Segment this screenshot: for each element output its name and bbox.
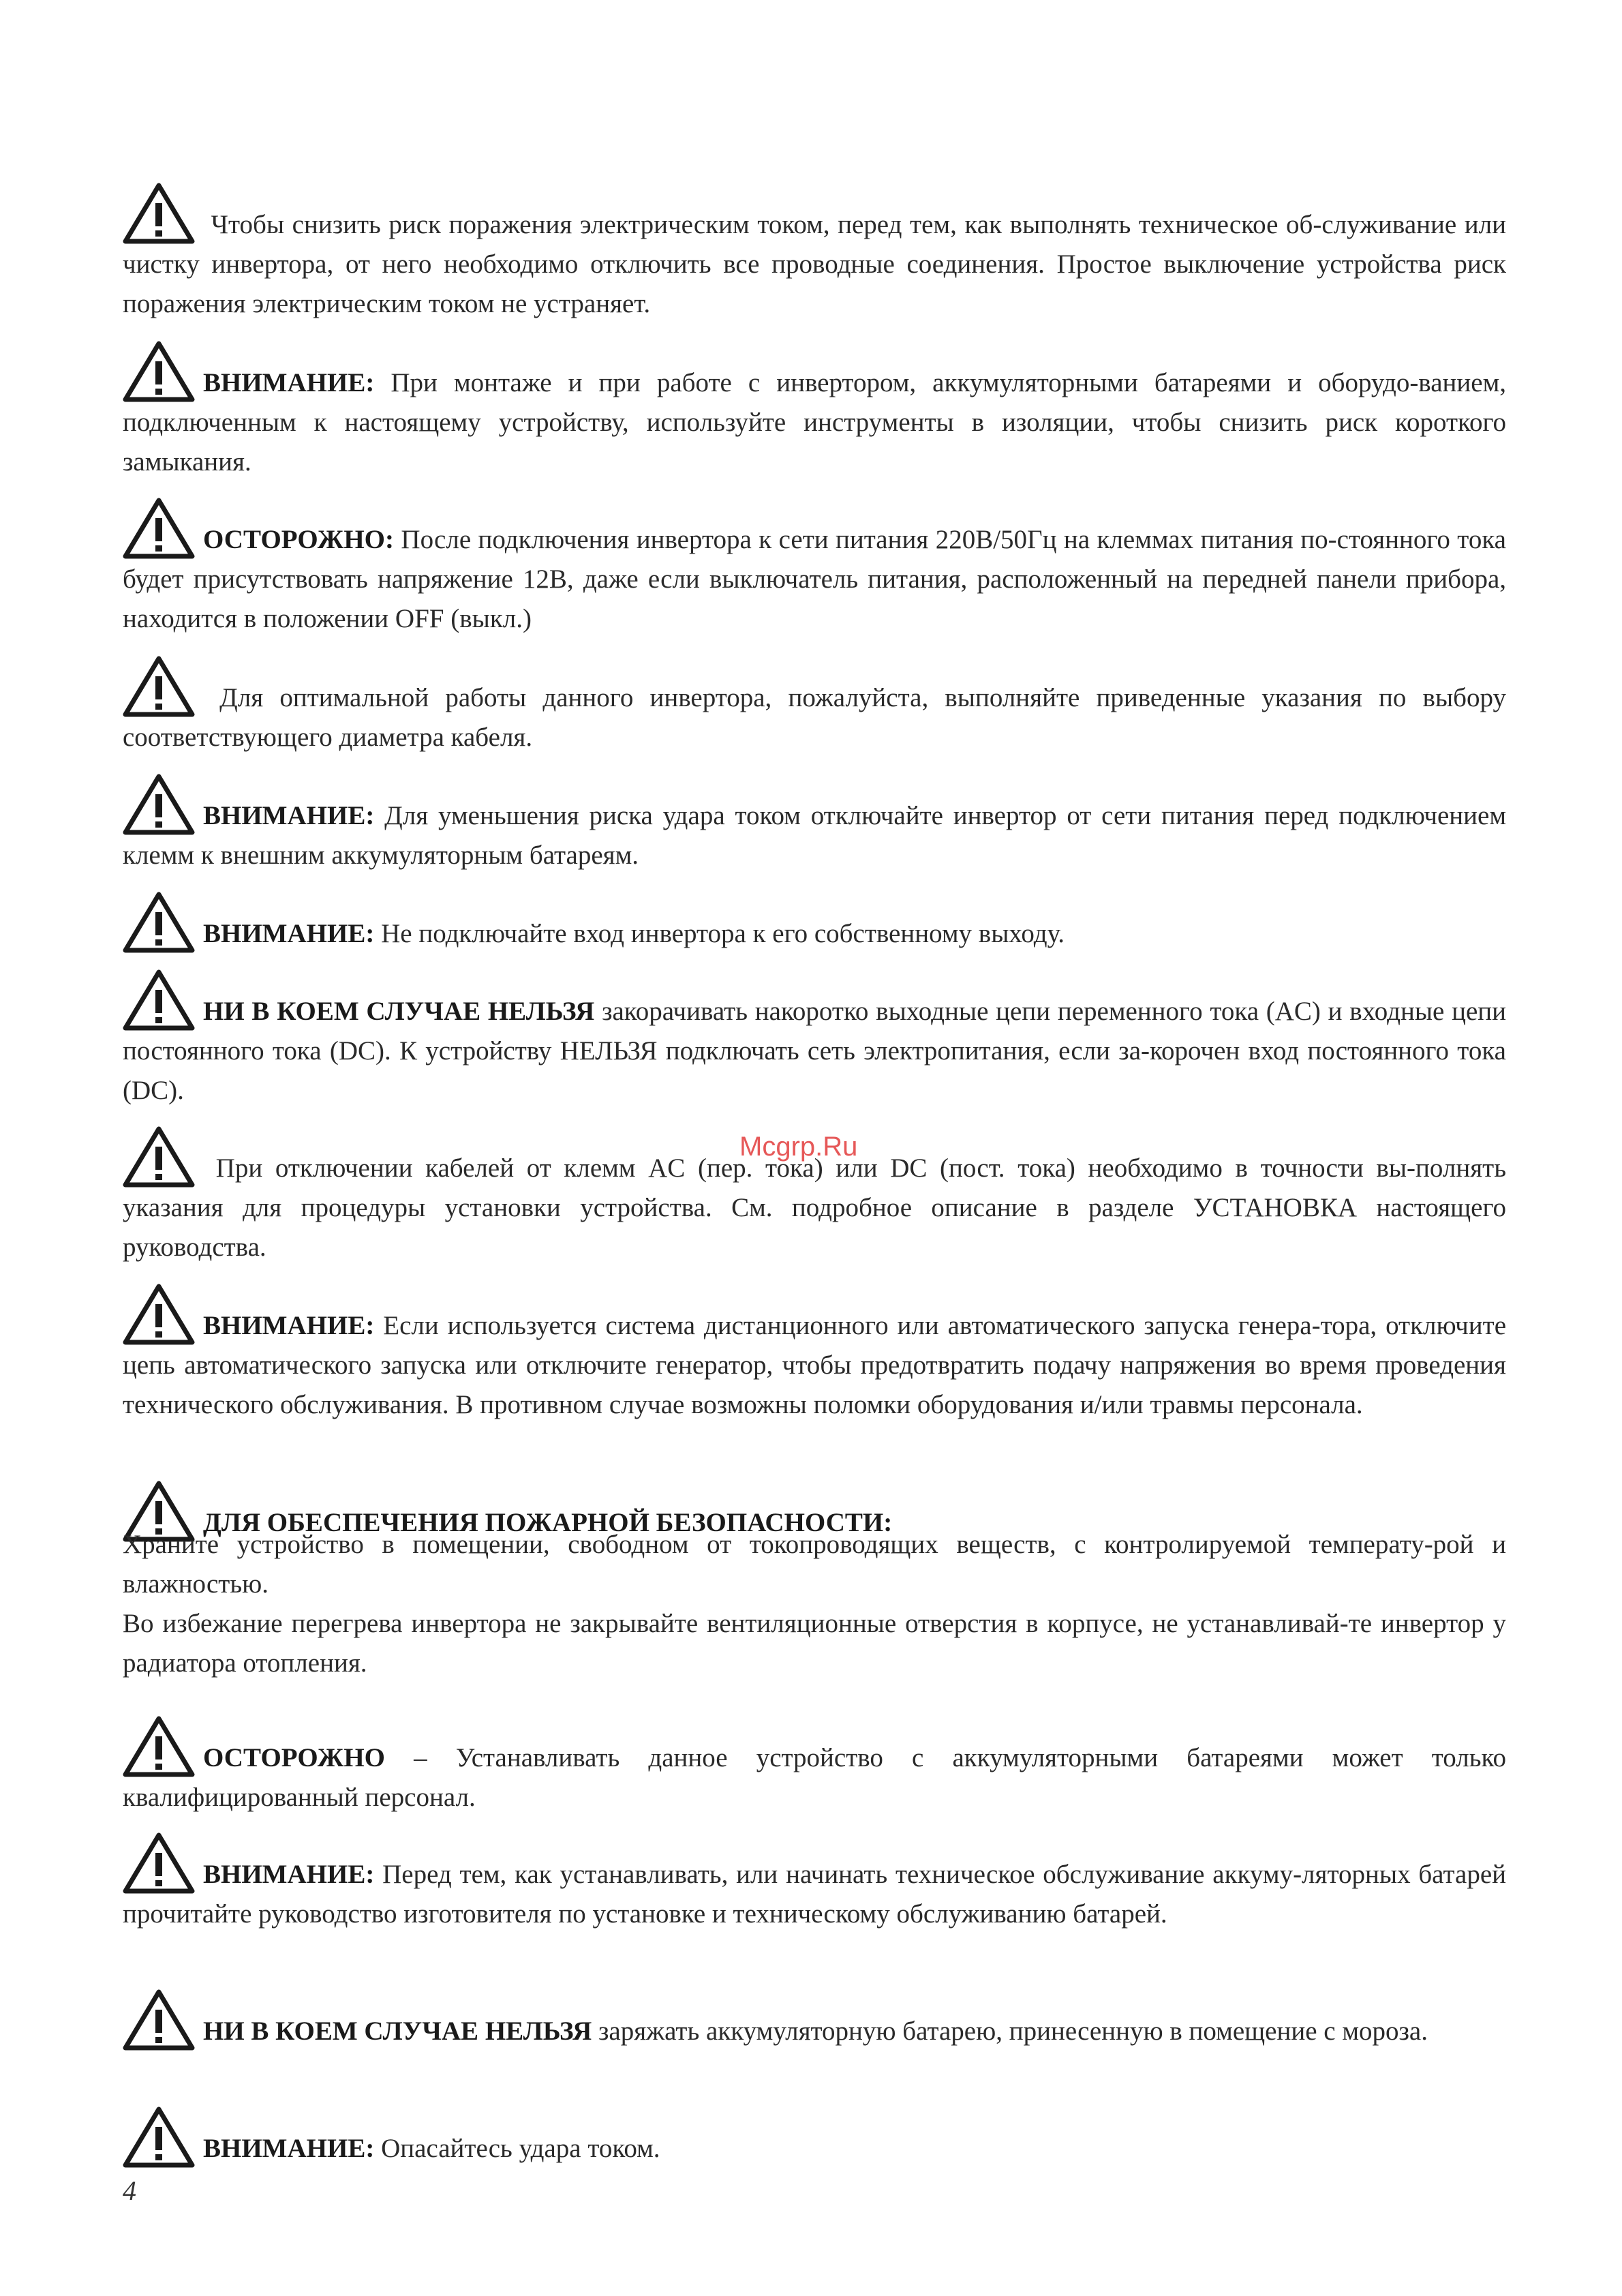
warning-text: Чтобы снизить риск поражения электрическим током, перед тем, как выполнять техническое об-служивание или чистку инвертора, от него необходимо отключить все проводные соединения. Простое выключение устройства риск поражения электрическим током не устраняет. (123, 210, 1507, 318)
warning-lead: ВНИМАНИЕ: (203, 1860, 375, 1889)
warning-block-2 (123, 341, 1506, 482)
warning-lead: ВНИМАНИЕ: (203, 368, 375, 397)
warning-block-9 (123, 1284, 1506, 1425)
warning-triangle-icon (123, 1989, 195, 2051)
warning-block-3 (123, 498, 1506, 639)
fire-safety-paragraph-1: Храните устройство в помещении, свободном от токопроводящих веществ, с контролируемой температу-рой и влажностью. (123, 1530, 1506, 1599)
warning-triangle-icon (123, 498, 195, 559)
warning-block-4 (123, 656, 1506, 757)
warning-block-1 (123, 183, 1506, 324)
warning-lead: НИ В КОЕМ СЛУЧАЕ НЕЛЬЗЯ (203, 997, 595, 1026)
warning-text: Если используется система дистанционного или автоматического запуска генера-тора, отключите цепь автоматического запуска или отключите генератор, чтобы предотвратить подачу напряжения во время проведения технического обслуживания. В противном случае возможны поломки оборудования и/или травмы персонала. (123, 1311, 1507, 1419)
warning-text: – Устанавливать данное устройство с аккумуляторными батареями может только квалифицированный персонал. (123, 1743, 1506, 1812)
warning-block-6 (123, 892, 1506, 954)
warning-lead: ДЛЯ ОБЕСПЕЧЕНИЯ ПОЖАРНОЙ БЕЗОПАСНОСТИ: (203, 1508, 893, 1537)
warning-triangle-icon (123, 969, 195, 1031)
warning-lead: ОСТОРОЖНО: (203, 525, 394, 554)
page-number: 4 (123, 2175, 136, 2206)
warning-triangle-icon (123, 2106, 195, 2168)
warning-block-13 (123, 1989, 1506, 2051)
warning-block-11 (123, 1716, 1506, 1817)
warning-triangle-icon (123, 183, 195, 244)
warning-lead: ВНИМАНИЕ: (203, 919, 375, 948)
warning-text: Опасайтесь удара током. (381, 2134, 660, 2163)
warning-triangle-icon (123, 892, 195, 953)
warning-text: После подключения инвертора к сети питания 220В/50Гц на клеммах питания по-стоянного тока будет присутствовать напряжение 12В, даже если выключатель питания, расположенный на передней панели прибора, находится в положении OFF (выкл.) (123, 525, 1506, 633)
fire-safety-paragraph-2: Во избежание перегрева инвертора не закрывайте вентиляционные отверстия в корпусе, не устанавливай-те инвертор у радиатора отопления. (123, 1609, 1506, 1678)
warning-triangle-icon (123, 1126, 195, 1188)
warning-triangle-icon (123, 656, 195, 717)
warning-lead: ОСТОРОЖНО (203, 1743, 386, 1772)
warning-lead: ВНИМАНИЕ: (203, 1311, 375, 1340)
warning-text: заряжать аккумуляторную батарею, принесенную в помещение с мороза. (598, 2016, 1428, 2046)
warning-block-5 (123, 774, 1506, 875)
warning-triangle-icon (123, 1284, 195, 1345)
watermark: Mcgrp.Ru (739, 1132, 858, 1162)
warning-text: Для уменьшения риска удара током отключайте инвертор от сети питания перед подключением клемм к внешним аккумуляторным батареям. (123, 801, 1507, 870)
warning-lead: ВНИМАНИЕ: (203, 2134, 375, 2163)
warning-triangle-icon (123, 341, 195, 402)
warning-lead: ВНИМАНИЕ: (203, 801, 375, 830)
warning-block-14 (123, 2106, 1506, 2169)
warning-text: Перед тем, как устанавливать, или начинать техническое обслуживание аккуму-ляторных батарей прочитайте руководство изготовителя по установке и техническому обслуживанию батарей. (123, 1860, 1506, 1929)
warning-text: При монтаже и при работе с инвертором, аккумуляторными батареями и оборудо-ванием, подключенным к настоящему устройству, используйте инструменты в изоляции, чтобы снизить риск короткого замыкания. (123, 368, 1506, 477)
warning-text: Не подключайте вход инвертора к его собственному выходу. (381, 919, 1065, 948)
warning-triangle-icon (123, 1832, 195, 1894)
warning-lead: НИ В КОЕМ СЛУЧАЕ НЕЛЬЗЯ (203, 2016, 592, 2046)
warning-text: При отключении кабелей от клемм AC (пер. тока) или DC (пост. тока) необходимо в точности вы-полнять указания для процедуры установки устройства. См. подробное описание в разделе УСТАНОВКА настоящего руководства. (123, 1153, 1506, 1262)
warning-triangle-icon (123, 1716, 195, 1777)
warning-text: закорачивать накоротко выходные цепи переменного тока (AC) и входные цепи постоянного тока (DC). К устройству НЕЛЬЗЯ подключать сеть электропитания, если за-корочен вход постоянного тока (DC). (123, 997, 1507, 1105)
warning-text: Для оптимальной работы данного инвертора, пожалуйста, выполняйте приведенные указания по выбору соответствующего диаметра кабеля. (123, 683, 1507, 752)
warning-triangle-icon (123, 774, 195, 835)
warning-block-12 (123, 1832, 1506, 1934)
warning-block-7 (123, 969, 1506, 1111)
